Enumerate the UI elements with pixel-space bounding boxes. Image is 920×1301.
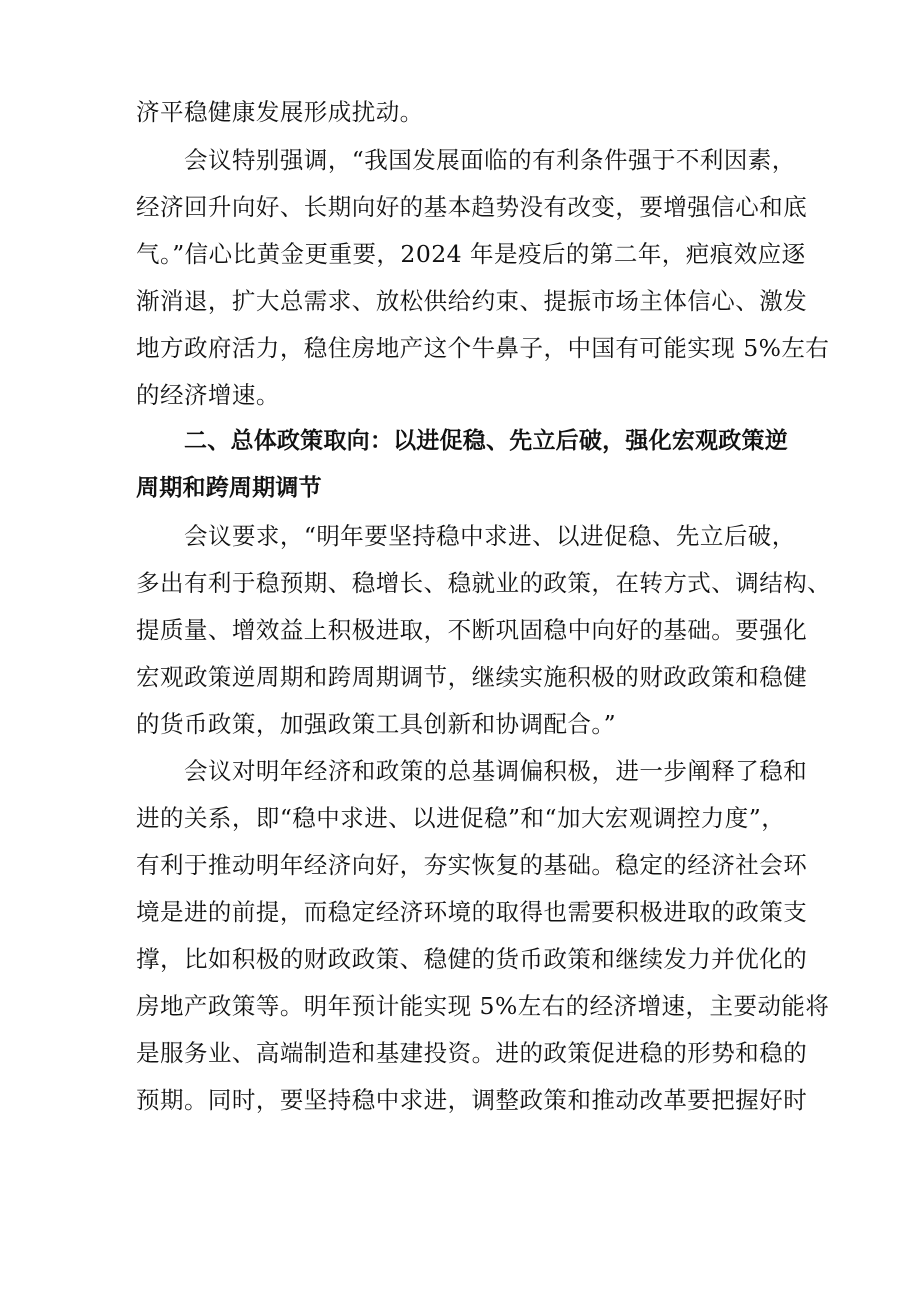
text-line: 的货币政策，加强政策工具创新和协调配合。” [136, 710, 617, 738]
text-line: 的经济增速。 [136, 381, 280, 409]
text-line: 提质量、增效益上积极进取，不断巩固稳中向好的基础。要强化 [136, 616, 808, 644]
text-line: 多出有利于稳预期、稳增长、稳就业的政策，在转方式、调结构、 [136, 569, 832, 597]
text-line: 气。”信心比黄金更重要，2024 年是疫后的第二年，疤痕效应逐 [136, 240, 806, 268]
text-line: 渐消退，扩大总需求、放松供给约束、提振市场主体信心、激发 [136, 287, 808, 315]
text-line: 有利于推动明年经济向好，夯实恢复的基础。稳定的经济社会环 [136, 851, 808, 879]
text-line: 撑，比如积极的财政政策、稳健的货币政策和继续发力并优化的 [136, 945, 808, 973]
paragraph-first-line: 会议对明年经济和政策的总基调偏积极，进一步阐释了稳和 [184, 757, 808, 785]
text-line: 地方政府活力，稳住房地产这个牛鼻子，中国有可能实现 5%左右 [136, 334, 830, 362]
text-line: 境是进的前提，而稳定经济环境的取得也需要积极进取的政策支 [136, 898, 808, 926]
text-line: 进的关系，即“稳中求进、以进促稳”和“加大宏观调控力度”， [136, 804, 786, 832]
section-heading: 二、总体政策取向：以进促稳、先立后破，强化宏观政策逆 [184, 428, 788, 454]
text-line: 经济回升向好、长期向好的基本趋势没有改变，要增强信心和底 [136, 193, 808, 221]
paragraph-first-line: 会议要求，“明年要坚持稳中求进、以进促稳、先立后破， [184, 522, 796, 550]
text-line: 宏观政策逆周期和跨周期调节，继续实施积极的财政政策和稳健 [136, 663, 808, 691]
paragraph-first-line: 会议特别强调，“我国发展面临的有利条件强于不利因素， [184, 146, 796, 174]
text-line: 预期。同时，要坚持稳中求进，调整政策和推动改革要把握好时 [136, 1086, 808, 1114]
text-line: 济平稳健康发展形成扰动。 [136, 98, 424, 126]
section-heading-continued: 周期和跨周期调节 [136, 475, 322, 501]
text-line: 房地产政策等。明年预计能实现 5%左右的经济增速，主要动能将 [136, 992, 830, 1020]
text-line: 是服务业、高端制造和基建投资。进的政策促进稳的形势和稳的 [136, 1039, 808, 1067]
